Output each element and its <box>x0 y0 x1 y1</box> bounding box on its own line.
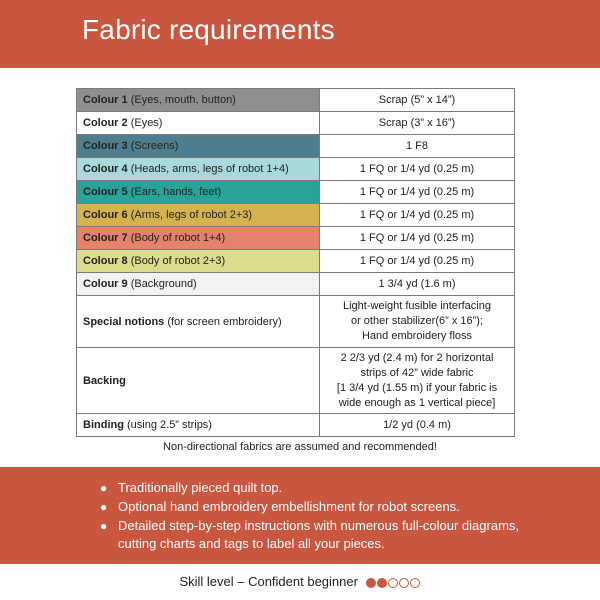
fabric-description: (Body of robot 1+4) <box>130 232 226 244</box>
fabric-amount-cell <box>320 112 515 135</box>
page-title: Fabric requirements <box>82 14 335 45</box>
fabric-amount: 1 FQ or 1/4 yd (0.25 m) <box>359 162 475 175</box>
list-item: ● Traditionally pieced quilt top. <box>100 480 283 495</box>
table-row <box>77 135 515 158</box>
fabric-note: Non-directional fabrics are assumed and recommended! <box>163 441 437 453</box>
fabric-amount-cell <box>320 348 515 414</box>
fabric-amount: 1/2 yd (0.4 m) <box>383 418 451 431</box>
fabric-amount: 1 FQ or 1/4 yd (0.25 m) <box>359 185 475 198</box>
fabric-description: (Ears, hands, feet) <box>130 186 222 198</box>
table-row <box>77 112 515 135</box>
fabric-label-cell <box>77 112 320 135</box>
fabric-label-cell <box>77 414 320 437</box>
fabric-name: Colour 1 <box>83 94 128 106</box>
table-row <box>77 204 515 227</box>
fabric-amount-line: Hand embroidery floss <box>361 330 473 342</box>
fabric-amount: 1 FQ or 1/4 yd (0.25 m) <box>359 231 475 244</box>
fabric-amount-cell <box>320 296 515 348</box>
table-row <box>77 296 515 348</box>
fabric-amount: 1 F8 <box>405 139 428 152</box>
fabric-label-cell <box>77 296 320 348</box>
fabric-amount: 1 3/4 yd (1.6 m) <box>378 277 456 290</box>
empty-circle-icon <box>388 578 398 588</box>
fabric-description: (Screens) <box>130 140 179 152</box>
empty-circle-icon <box>399 578 409 588</box>
fabric-name: Colour 2 <box>83 117 128 129</box>
bullet-icon: ● <box>100 481 108 495</box>
empty-circle-icon <box>410 578 420 588</box>
fabric-description: (Background) <box>130 278 197 290</box>
bullet-icon: ● <box>100 500 108 514</box>
table-row <box>77 250 515 273</box>
fabric-amount-cell <box>320 89 515 112</box>
fabric-description: (for screen embroidery) <box>167 315 282 328</box>
bullet-icon: ● <box>100 519 108 533</box>
features-band <box>0 467 600 564</box>
fabric-amount: Scrap (3” x 16”) <box>378 116 456 129</box>
fabric-amount-line: wide enough as 1 vertical piece] <box>338 396 496 409</box>
fabric-amount-cell <box>320 204 515 227</box>
fabric-name: Colour 3 <box>83 140 128 152</box>
fabric-label-cell <box>77 250 320 273</box>
fabric-amount-cell <box>320 414 515 437</box>
fabric-name: Special notions <box>83 315 165 328</box>
fabric-description: (Body of robot 2+3) <box>130 255 226 267</box>
table-row <box>77 89 515 112</box>
filled-circle-icon <box>366 578 376 588</box>
fabric-label-cell <box>77 89 320 112</box>
list-item: ● Detailed step-by-step instructions with numerous full-colour diagrams, cutting charts and tags to label all your pieces. <box>100 518 520 551</box>
fabric-description: (using 2.5” strips) <box>127 419 212 431</box>
fabric-amount-line: 2 2/3 yd (2.4 m) for 2 horizontal <box>340 351 494 364</box>
fabric-amount-cell <box>320 250 515 273</box>
fabric-amount-line: [1 3/4 yd (1.55 m) if your fabric is <box>336 381 498 394</box>
fabric-amount-cell <box>320 181 515 204</box>
header-banner <box>0 0 600 68</box>
fabric-description: (Eyes, mouth, button) <box>130 94 236 106</box>
fabric-description: (Arms, legs of robot 2+3) <box>130 209 253 221</box>
fabric-description: (Heads, arms, legs of robot 1+4) <box>130 163 289 175</box>
table-row <box>77 273 515 296</box>
fabric-label-cell <box>77 135 320 158</box>
fabric-amount: 1 FQ or 1/4 yd (0.25 m) <box>359 208 475 221</box>
fabric-requirements-table <box>76 88 515 437</box>
fabric-name: Backing <box>83 374 126 387</box>
fabric-label-cell <box>77 204 320 227</box>
fabric-name: Colour 6 <box>83 209 128 221</box>
skill-rating <box>366 576 421 591</box>
skill-level <box>0 574 600 591</box>
fabric-label-cell <box>77 273 320 296</box>
fabric-name: Colour 9 <box>83 278 128 290</box>
filled-circle-icon <box>377 578 387 588</box>
fabric-description: (Eyes) <box>130 117 163 129</box>
fabric-name: Colour 8 <box>83 255 128 267</box>
fabric-amount-cell <box>320 135 515 158</box>
fabric-name: Colour 4 <box>83 163 128 175</box>
table-row <box>77 348 515 414</box>
fabric-label-cell <box>77 348 320 414</box>
fabric-amount-line: strips of 42” wide fabric <box>360 366 474 379</box>
fabric-label-cell <box>77 227 320 250</box>
fabric-amount-line: or other stabilizer(6” x 16”); <box>350 315 484 327</box>
features-list <box>100 479 560 554</box>
fabric-amount-cell <box>320 227 515 250</box>
fabric-name: Binding <box>83 419 124 431</box>
fabric-label-cell <box>77 181 320 204</box>
fabric-amount-line: Light-weight fusible interfacing <box>343 300 491 312</box>
table-row <box>77 181 515 204</box>
fabric-label-cell <box>77 158 320 181</box>
fabric-amount-cell <box>320 273 515 296</box>
list-item: ● Optional hand embroidery embellishment for robot screens. <box>100 499 460 514</box>
fabric-amount-cell <box>320 158 515 181</box>
fabric-amount: 1 FQ or 1/4 yd (0.25 m) <box>359 254 475 267</box>
table-row <box>77 227 515 250</box>
fabric-name: Colour 5 <box>83 186 128 198</box>
fabric-name: Colour 7 <box>83 232 128 244</box>
skill-level-label: Skill level – Confident beginner <box>179 574 358 589</box>
fabric-amount: Scrap (5” x 14”) <box>378 93 456 106</box>
table-row <box>77 158 515 181</box>
table-row <box>77 414 515 437</box>
